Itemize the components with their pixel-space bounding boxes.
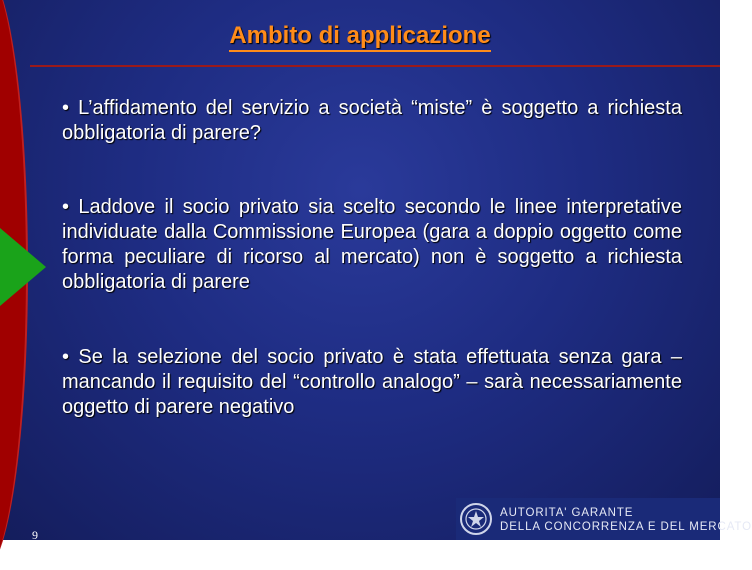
slide-title-text: Ambito di applicazione (229, 22, 490, 52)
bullet-item: • Laddove il socio privato sia scelto secondo le linee interpretative individuate dalla Commissione Europea (gara a doppio oggetto come forma peculiare di ricorso al mercato) non è soggetto a richiesta obbligatoria di parere (62, 196, 682, 293)
logo-text-line1: AUTORITA' GARANTE (500, 507, 634, 519)
title-divider (30, 65, 720, 67)
slide-title (0, 22, 720, 50)
page-number: 9 (32, 528, 38, 542)
green-arrow-icon (0, 228, 46, 306)
italian-republic-emblem-icon (459, 502, 493, 536)
agcm-logo (456, 498, 720, 540)
logo-text-line2: DELLA CONCORRENZA E DEL MERCATO (500, 521, 752, 533)
bullet-item: • Se la selezione del socio privato è stata effettuata senza gara – mancando il requisito del “controllo analogo” – sarà necessariamente oggetto di parere negativo (62, 346, 682, 418)
bullet-item: • L’affidamento del servizio a società “miste” è soggetto a richiesta obbligatoria di parere? (62, 97, 682, 144)
